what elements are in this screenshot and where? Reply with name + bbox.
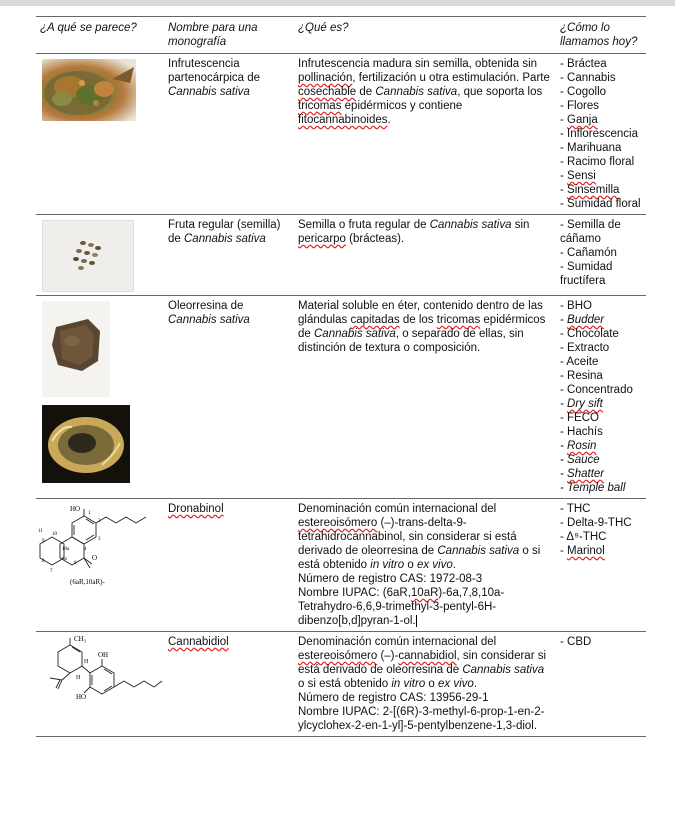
- header-looks-like: ¿A qué se parece?: [36, 17, 164, 54]
- hydrogen-label: H: [84, 659, 89, 665]
- desc-text: .: [452, 559, 456, 571]
- desc-text: epidérmicos de: [298, 314, 546, 340]
- list-item: - Cogollo: [560, 86, 607, 98]
- atom-number: 3: [98, 537, 101, 542]
- list-item: - Racimo floral: [560, 156, 635, 168]
- common-names: [556, 54, 646, 215]
- desc-text: fitocannabinoides: [298, 114, 388, 126]
- atom-number: 10a: [62, 547, 70, 552]
- cannabidiol-structure: [40, 635, 164, 715]
- table-row: [36, 499, 646, 632]
- name-text: Oleorresina de: [168, 300, 244, 312]
- desc-text: Material soluble en éter, contenido dentro de las glándulas: [298, 300, 543, 326]
- list-item: - Dry sift: [560, 398, 603, 410]
- desc-text: .: [473, 678, 478, 690]
- desc-text: Infrutescencia madura sin semilla, obtenida sin: [298, 58, 538, 70]
- desc-text: in vitro: [370, 559, 405, 571]
- list-item: - Semilla de cáñamo: [560, 219, 621, 245]
- header-common-names: ¿Cómo lo llamamos hoy?: [556, 17, 646, 54]
- list-item: - Sumidad floral: [560, 198, 641, 210]
- hashish-photo: [42, 301, 110, 397]
- list-item: - Shatter: [560, 468, 605, 480]
- atom-number: 6a: [62, 557, 67, 562]
- name-text: Cannabidiol: [168, 636, 229, 648]
- common-names: [556, 632, 646, 737]
- dronabinol-structure: [40, 502, 164, 586]
- shatter-text: Shatter: [567, 468, 605, 480]
- cas-number: Número de registro CAS: 1972-08-3: [298, 573, 483, 585]
- common-names: [556, 499, 646, 632]
- list-item: - Sumidad fructífera: [560, 261, 613, 287]
- image-cell: [36, 296, 164, 499]
- table-row: [36, 215, 646, 296]
- desc-text: (brácteas).: [345, 233, 405, 245]
- description: [294, 54, 556, 215]
- list-item: - Aceite: [560, 356, 599, 368]
- name-text: Infrutescencia partenocárpica de: [168, 58, 261, 84]
- stereo-label: (6aR,10aR)-: [70, 578, 105, 586]
- list-item: - Concentrado: [560, 384, 633, 396]
- desc-text: Denominación común internacional del: [298, 636, 497, 648]
- desc-text: o si está obtenido: [298, 545, 541, 571]
- list-item: - Bráctea: [560, 58, 607, 70]
- list-item: - Extracto: [560, 342, 610, 354]
- image-cell: [36, 215, 164, 296]
- list-item: - Marinol: [560, 545, 605, 557]
- list-item: - Delta-9-THC: [560, 517, 632, 529]
- desc-text: tricomas: [436, 314, 481, 326]
- list-item: - Sinsemilla: [560, 184, 620, 196]
- desc-text: Cannabis sativa: [429, 219, 512, 231]
- list-item: - Temple ball: [560, 482, 626, 494]
- desc-text: o si está obtenido: [298, 678, 392, 690]
- list-item: - Marihuana: [560, 142, 622, 154]
- atom-number: 11: [38, 529, 43, 534]
- desc-text: Cannabis sativa: [314, 328, 396, 340]
- monograph-name: [164, 215, 294, 296]
- atom-number: 4: [84, 547, 87, 552]
- description: [294, 215, 556, 296]
- text-cursor: [416, 615, 417, 627]
- description-body: [298, 502, 552, 572]
- desc-text: de: [356, 86, 376, 98]
- desc-text: estereoisómero: [298, 517, 378, 529]
- monograph-table: [36, 16, 646, 737]
- list-item: - CBD: [560, 636, 592, 648]
- list-item: - Inflorescencia: [560, 128, 638, 140]
- oxygen-label: O: [92, 554, 98, 562]
- header-monograph-name: Nombre para una monografía: [164, 17, 294, 54]
- atom-number: 9: [42, 539, 45, 544]
- iupac-name: Nombre IUPAC: 2-[(6R)-3-methyl-6-prop-1-en-2-ylcyclohex-2-en-1-yl]-5-pentylbenzene-1,3-diol.: [298, 706, 545, 732]
- common-names: [556, 296, 646, 499]
- image-cell: [36, 54, 164, 215]
- list-item: - Budder: [560, 314, 605, 326]
- iupac-text: Nombre IUPAC: (6aR,: [298, 587, 411, 599]
- iupac-text: )-6a,7,8,10a-Tetrahydro-6,6,9-trimethyl-3-pentyl-6H-dibenzo[b,d]pyran-1-ol.: [298, 587, 505, 627]
- hydroxyl-label: HO: [76, 693, 87, 701]
- desc-text: in vitro: [391, 678, 426, 690]
- monograph-name: [164, 54, 294, 215]
- list-item: - FECO: [560, 412, 599, 424]
- desc-text: cosechable: [298, 86, 357, 98]
- iupac-name: [298, 586, 552, 628]
- name-text: Dronabinol: [168, 503, 224, 515]
- list-item: - Flores: [560, 100, 599, 112]
- sinsemilla-text: Sinsemilla: [567, 184, 620, 196]
- atom-number: 6: [74, 561, 77, 566]
- table-header-row: [36, 17, 646, 54]
- desc-text: sin: [511, 219, 530, 231]
- budder-text: Budder: [567, 314, 605, 326]
- rosin-photo: [42, 405, 130, 483]
- description-body: [298, 635, 552, 691]
- list-item: - Δ⁹-THC: [560, 531, 607, 543]
- image-cell: [36, 499, 164, 632]
- list-item: - Cannabis: [560, 72, 616, 84]
- species-name: Cannabis sativa: [184, 233, 266, 245]
- marinol-text: Marinol: [567, 545, 605, 557]
- hydroxyl-label: OH: [98, 651, 109, 659]
- list-item: - Resina: [560, 370, 603, 382]
- list-item: - THC: [560, 503, 591, 515]
- list-item: - Hachís: [560, 426, 603, 438]
- iupac-text: 10aR: [410, 587, 439, 599]
- desc-text: , fertilización u otra estimulación. Parte: [352, 72, 550, 84]
- header-what-is-it: ¿Qué es?: [294, 17, 556, 54]
- desc-text: Cannabis sativa: [375, 86, 458, 98]
- atom-number: 7: [50, 569, 53, 574]
- desc-text: Cannabis sativa: [462, 664, 545, 676]
- list-item: - Chocolate: [560, 328, 619, 340]
- species-name: Cannabis sativa: [168, 314, 250, 326]
- desc-text: , que soporta los: [457, 86, 543, 98]
- methyl-label: CH₃: [74, 635, 87, 643]
- desc-text: (–)-: [377, 650, 399, 662]
- desc-text: ex vivo: [438, 678, 474, 690]
- hydroxyl-label: HO: [70, 505, 81, 513]
- desc-text: estereoisómero: [298, 650, 378, 662]
- list-item: - Cañamón: [560, 247, 617, 259]
- desc-text: .: [387, 114, 391, 126]
- hydrogen-label: H: [76, 675, 81, 681]
- desc-text: pollinación: [298, 72, 353, 84]
- desc-text: Semilla o fruta regular de: [298, 219, 430, 231]
- list-item: - Sauce: [560, 454, 600, 466]
- cannabis-seeds-photo: [42, 220, 134, 292]
- cas-number: Número de registro CAS: 13956-29-1: [298, 692, 489, 704]
- desc-text: , o separado de ellas, sin distinción de textura o composición.: [298, 328, 524, 354]
- table-row: [36, 54, 646, 215]
- monograph-name: [164, 296, 294, 499]
- desc-text: cannabidiol: [398, 650, 457, 662]
- sensi-text: Sensi: [567, 170, 596, 182]
- desc-text: capitadas: [350, 314, 400, 326]
- desc-text: Denominación común internacional del: [298, 503, 497, 515]
- description: [294, 296, 556, 499]
- atom-number: 10: [52, 532, 57, 537]
- desc-text: epidérmicos y contiene: [341, 100, 463, 112]
- desc-text: de los: [399, 314, 437, 326]
- cannabis-bud-photo: [42, 59, 136, 121]
- table-row: [36, 296, 646, 499]
- name-text: Fruta regular (semilla) de: [168, 219, 281, 245]
- ganja-text: Ganja: [567, 114, 598, 126]
- desc-text: pericarpo: [298, 233, 346, 245]
- desc-text: (–)-trans-delta-9-tetrahidrocannabinol, sin considerar si está derivado de oleorresina de: [298, 517, 517, 557]
- common-names: [556, 215, 646, 296]
- top-rule: [0, 0, 675, 6]
- desc-text: o: [425, 678, 439, 690]
- list-item: - Ganja: [560, 114, 598, 126]
- monograph-name: [164, 499, 294, 632]
- description: [294, 499, 556, 632]
- desc-text: o: [404, 559, 417, 571]
- list-item: - Sensi: [560, 170, 596, 182]
- desc-text: ex vivo: [416, 559, 453, 571]
- atom-number: 8: [42, 559, 45, 564]
- table-row: [36, 632, 646, 737]
- monograph-name: [164, 632, 294, 737]
- desc-text: , sin considerar si está derivado de oleorresina de: [298, 650, 547, 676]
- list-item: - BHO: [560, 300, 592, 312]
- rosin-text: Rosin: [567, 440, 597, 452]
- dry-sift-text: Dry sift: [567, 398, 603, 410]
- desc-text: tricomas: [298, 100, 342, 112]
- description: [294, 632, 556, 737]
- atom-number: 2: [98, 519, 101, 524]
- list-item: - Rosin: [560, 440, 597, 452]
- desc-text: Cannabis sativa: [437, 545, 520, 557]
- species-name: Cannabis sativa: [168, 86, 250, 98]
- image-cell: [36, 632, 164, 737]
- atom-number: 1: [88, 511, 91, 516]
